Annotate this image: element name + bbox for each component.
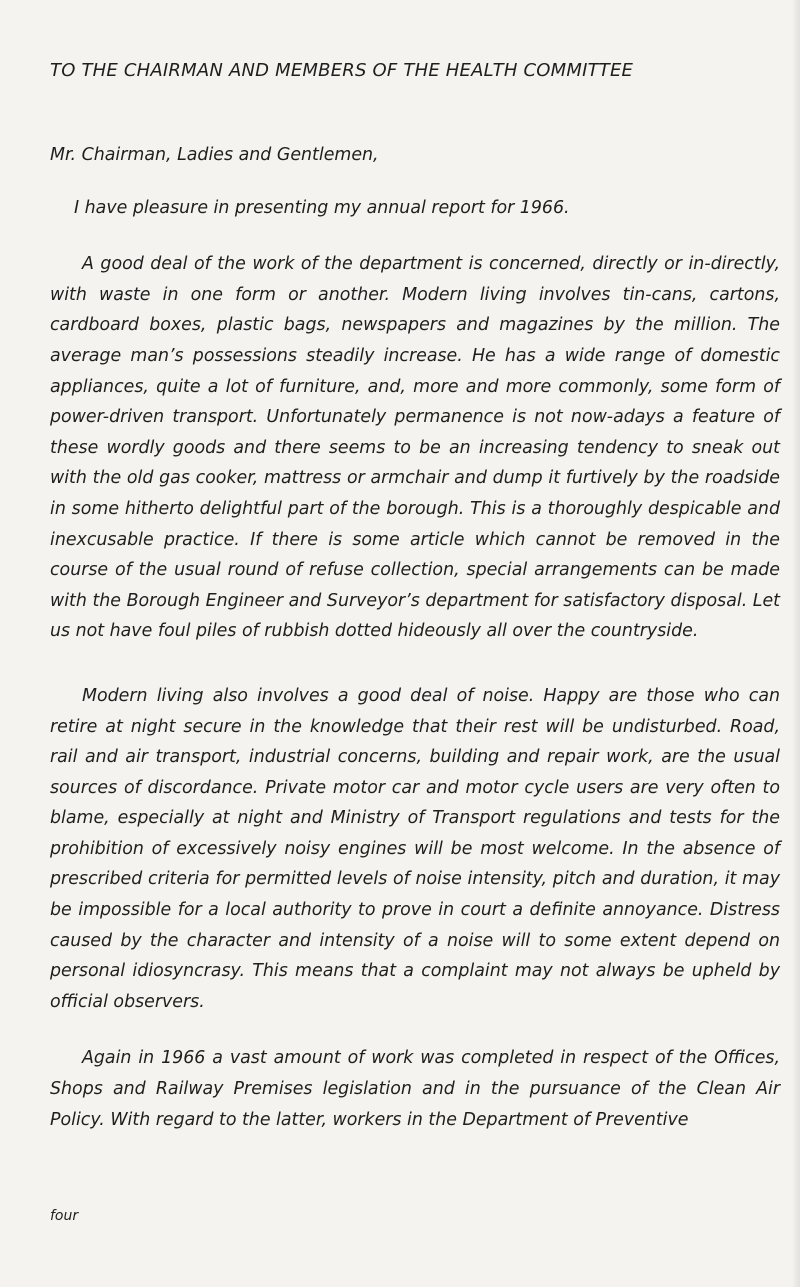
salutation: Mr. Chairman, Ladies and Gentlemen, xyxy=(50,145,379,165)
waste-paragraph: A good deal of the work of the department is concerned, directly or in-directly, with waste in one form or another. Modern living involves tin-cans, cartons, cardboard boxes, plastic bags, newspapers and magazines by the million. The average man’s possessions steadily increase. He has a wide range of domestic appliances, quite a lot of furniture, and, more and more commonly, some form of power-driven transport. Unfortunately permanence is not now-adays a feature of these wordly goods and there seems to be an increasing tendency to sneak out with the old gas cooker, mattress or armchair and dump it furtively by the roadside in some hitherto delightful part of the borough. This is a thoroughly despicable and inexcusable practice. If there is some article which cannot be removed in the course of the usual round of refuse collection, special arrangements can be made with the Borough Engineer and Surveyor’s department for satisfactory disposal. Let us not have foul piles of rubbish dotted hideously all over the countryside. xyxy=(50,254,780,642)
document-body xyxy=(50,140,780,1135)
intro-paragraph: I have pleasure in presenting my annual report for 1966. xyxy=(74,197,570,218)
page-edge-shadow xyxy=(792,0,800,1287)
page-number: four xyxy=(50,1208,79,1224)
document-heading: TO THE CHAIRMAN AND MEMBERS OF THE HEALTH COMMITTEE xyxy=(50,60,634,81)
noise-paragraph: Modern living also involves a good deal of noise. Happy are those who can retire at night secure in the knowledge that their rest will be undisturbed. Road, rail and air transport, industrial concerns, building and repair work, are the usual sources of discordance. Private motor car and motor cycle users are very often to blame, especially at night and Ministry of Transport regulations and tests for the prohibition of excessively noisy engines will be most welcome. In the absence of prescribed criteria for permitted levels of noise intensity, pitch and duration, it may be impossible for a local authority to prove in court a definite annoyance. Distress caused by the character and intensity of a noise will to some extent depend on personal idiosyncrasy. This means that a complaint may not always be upheld by official observers. xyxy=(50,685,780,1012)
offices-paragraph: Again in 1966 a vast amount of work was completed in respect of the Offices, Shops and Railway Premises legislation and in the pursuance of the Clean Air Policy. With regard to the latter, workers in the Department of Preventive xyxy=(50,1048,780,1130)
